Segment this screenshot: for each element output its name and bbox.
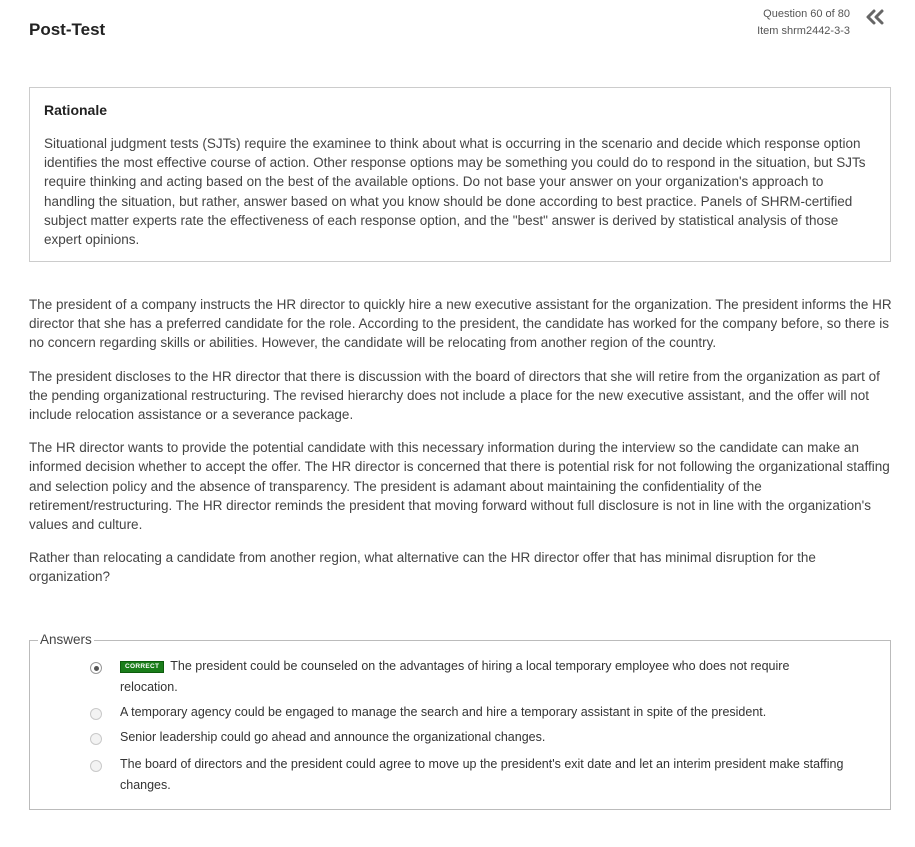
radio-button[interactable] [90, 760, 102, 772]
answer-option-label: The board of directors and the president could agree to move up the president's exit date and let an interim president make staffing changes. [120, 757, 844, 792]
answer-option-4[interactable] [90, 757, 850, 796]
answer-option-2[interactable] [90, 705, 850, 723]
question-info [757, 6, 850, 40]
radio-button[interactable] [90, 708, 102, 720]
radio-button-selected[interactable] [90, 662, 102, 674]
question-paragraph: The president discloses to the HR director that there is discussion with the board of directors that she will retire from the organization as part of the pending organizational restructuring. The revised hierarchy does not include a place for the new executive assistant, and the offer will not include relocation assistance or a severance package. [29, 368, 880, 423]
answer-option-text [120, 656, 850, 698]
question-paragraph: The president of a company instructs the HR director to quickly hire a new executive assistant for the organization. The president informs the HR director that she has a preferred candidate for the role. According to the president, the candidate has worked for the company before, so there is no concern regarding skills or abilities. However, the candidate will be relocating from another region of the country. [29, 297, 892, 351]
radio-button[interactable] [90, 733, 102, 745]
question-counter: Question 60 of 80 [763, 8, 850, 20]
answer-option-label: A temporary agency could be engaged to manage the search and hire a temporary assistant in spite of the president. [120, 705, 767, 719]
rationale-text: Situational judgment tests (SJTs) require the examinee to think about what is occurring in the scenario and decide which response option identifies the most effective course of action. Other response options may be something you could do to respond in the situation, but SJTs require thinking and acting based on the best of the available options. Do not base your answer on your organization's approach to handling the situation, but rather, answer based on what you know should be done according to best practice. Panels of SHRM-certified subject matter experts rate the effectiveness of each response option, and the "best" answer is derived by statistical analysis of those expert opinions. [44, 136, 866, 248]
answer-option-label: Senior leadership could go ahead and announce the organizational changes. [120, 730, 546, 744]
answers-group [29, 632, 891, 810]
question-paragraph: The HR director wants to provide the potential candidate with this necessary information during the interview so the candidate can make an informed decision whether to accept the offer. The HR director is concerned that there is potential risk for not following the organizational staffing and selection policy and the absence of transparency. The president is adamant about maintaining the confidentiality of the retirement/restructuring. The HR director reminds the president that moving forward without full disclosure is not in line with the organization's values and culture. [29, 440, 890, 533]
answer-option-label: The president could be counseled on the advantages of hiring a local temporary employee who does not require relocation. [120, 659, 790, 694]
correct-badge: CORRECT [120, 661, 164, 673]
page-title: Post-Test [29, 20, 106, 39]
item-id: Item shrm2442-3-3 [757, 25, 850, 37]
double-chevron-left-icon [864, 8, 886, 33]
answers-legend: Answers [40, 632, 92, 647]
answer-option-3[interactable] [90, 730, 850, 748]
rationale-panel [29, 87, 891, 262]
collapse-panel-button[interactable] [863, 6, 887, 30]
question-stem [29, 295, 893, 601]
answer-option-1[interactable] [90, 659, 850, 698]
rationale-heading: Rationale [44, 102, 108, 118]
question-prompt: Rather than relocating a candidate from another region, what alternative can the HR director offer that has minimal disruption for the organization? [29, 550, 816, 585]
